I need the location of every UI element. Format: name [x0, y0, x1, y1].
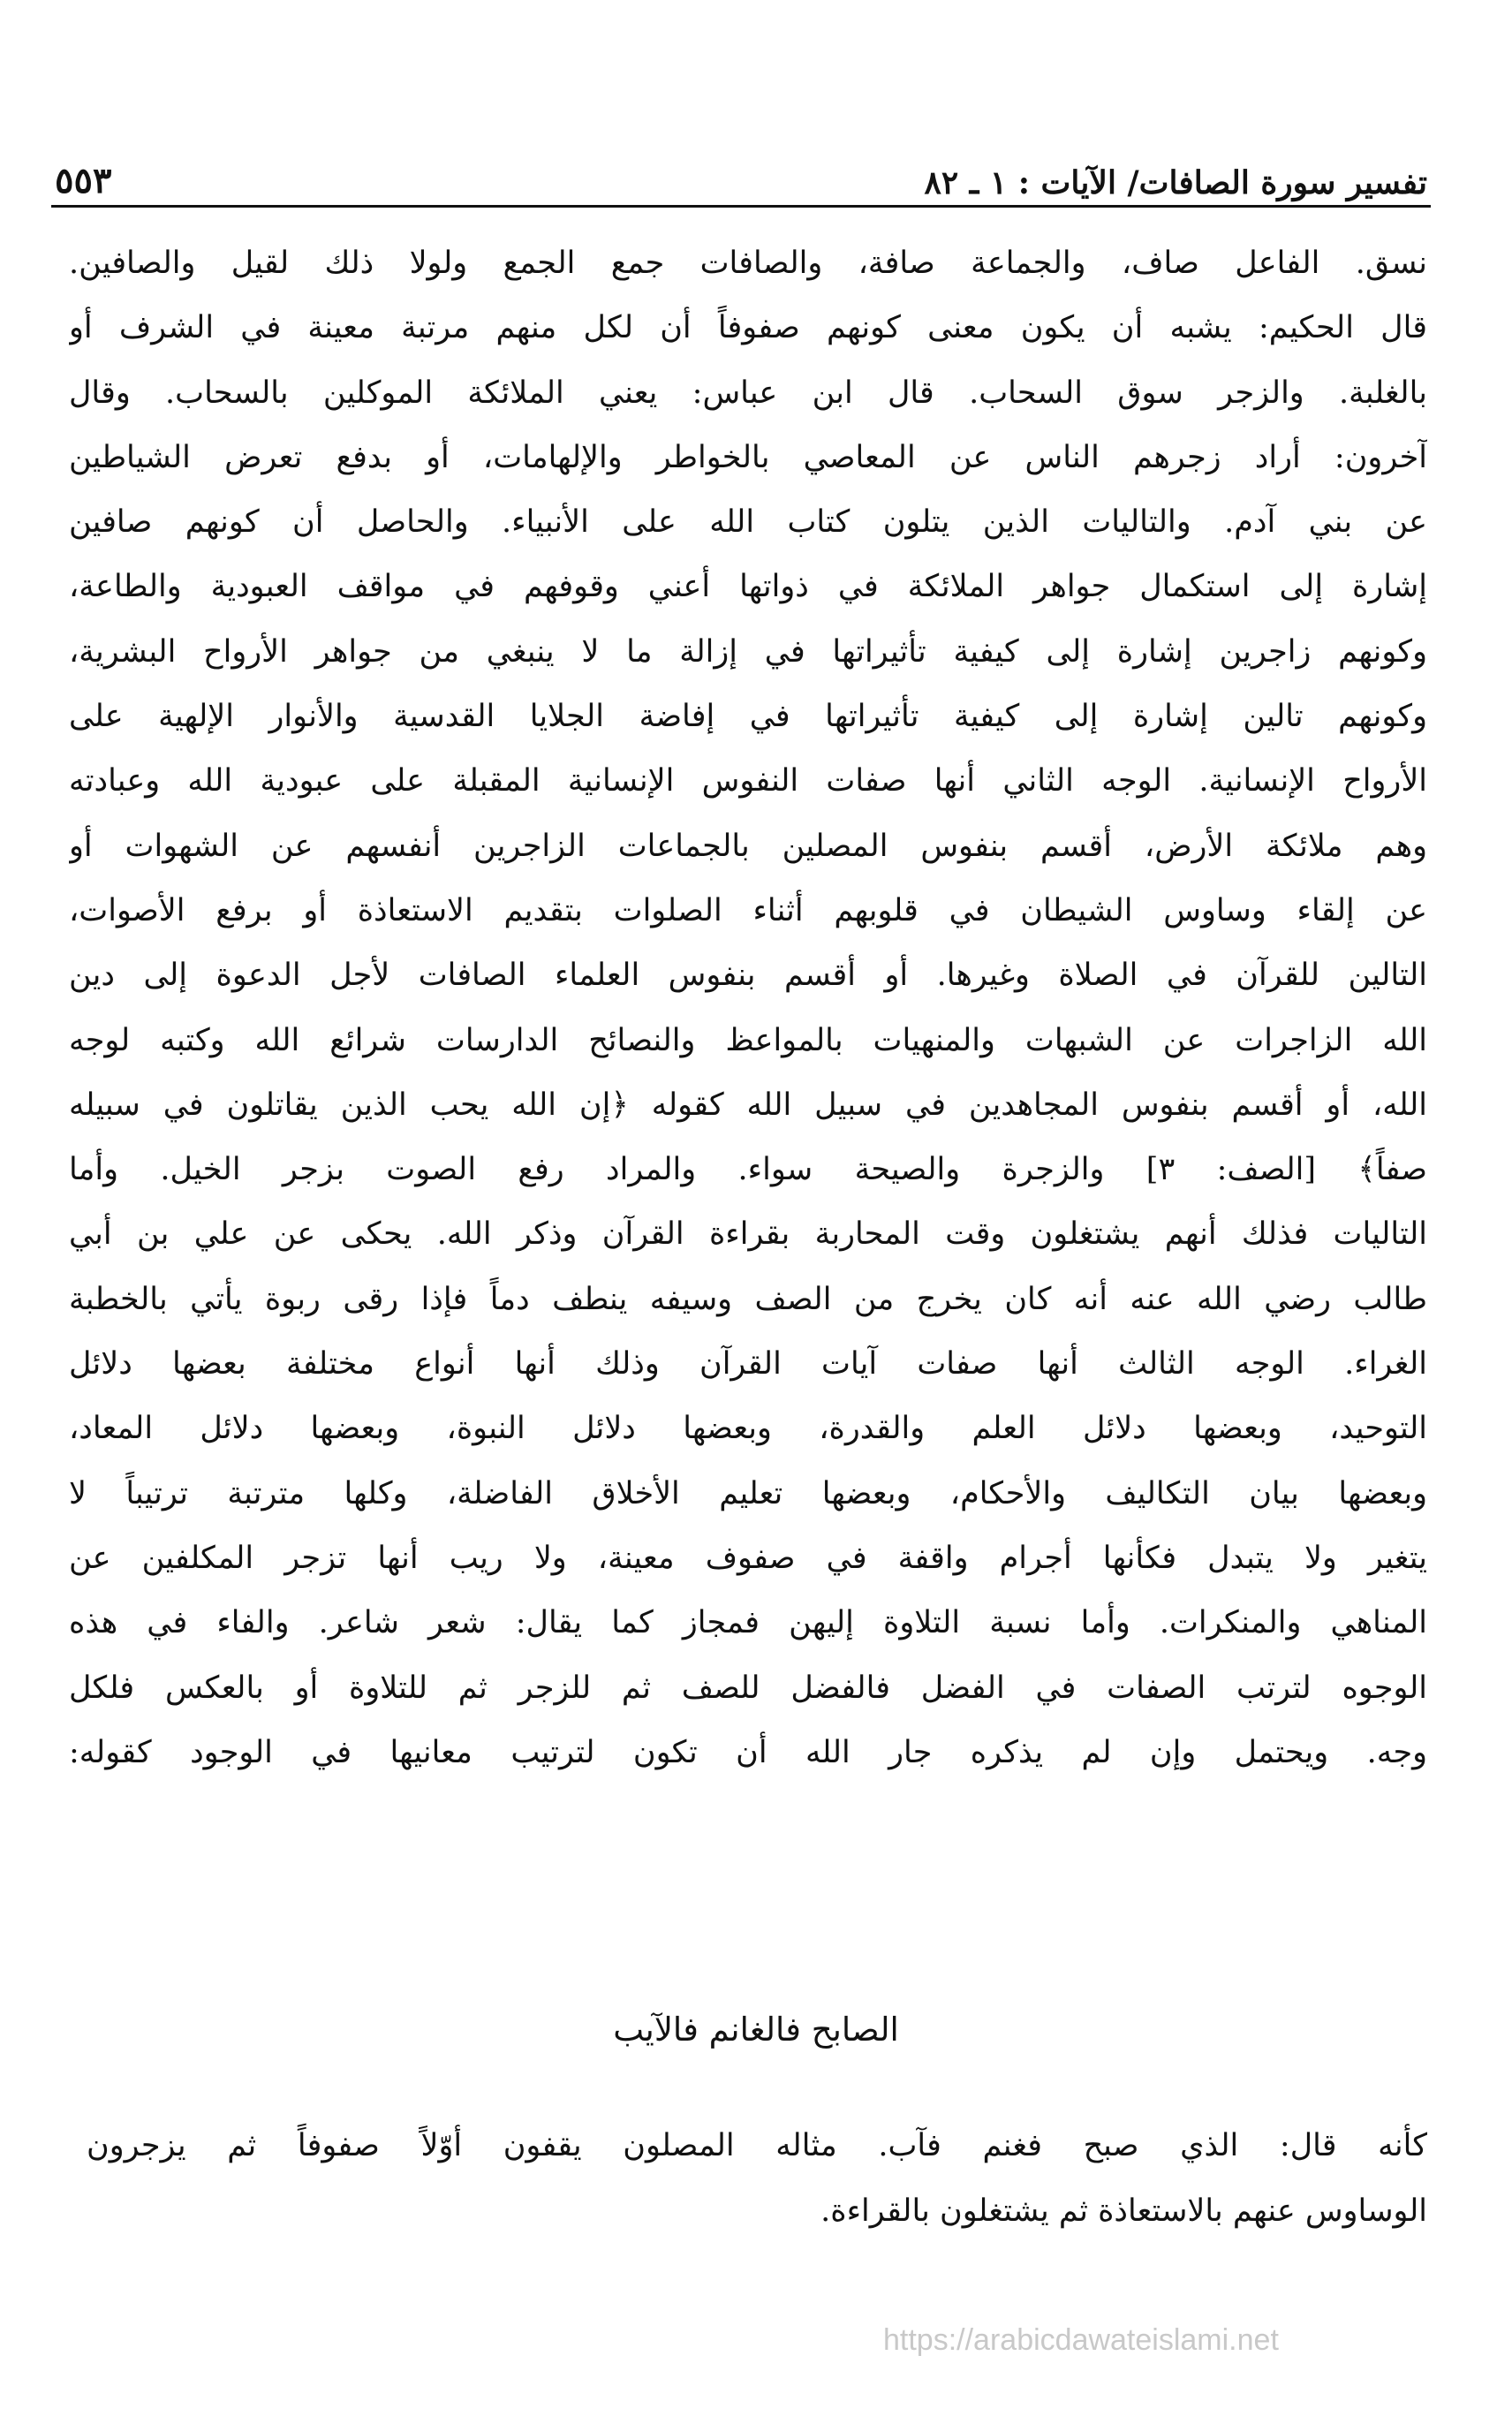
text-line: صفاً﴾ [الصف: ٣] والزجرة والصيحة سواء. والمراد رفع الصوت بزجر الخيل. وأما: [69, 1152, 1427, 1188]
closing-paragraph: [87, 2113, 1427, 2244]
text-line: إشارة إلى استكمال جواهر الملائكة في ذواتها أعني وقوفهم في مواقف العبودية والطاعة،: [69, 569, 1427, 605]
text-line: بالغلبة. والزجر سوق السحاب. قال ابن عباس: يعني الملائكة الموكلين بالسحاب. وقال: [69, 375, 1427, 411]
text-line: نسق. الفاعل صاف، والجماعة صافة، والصافات جمع الجمع ولولا ذلك لقيل والصافين.: [69, 246, 1427, 281]
watermark-url: https://arabicdawateislami.net: [883, 2323, 1279, 2357]
text-line: يتغير ولا يتبدل فكأنها أجرام واقفة في صفوف معينة، ولا ريب أنها تزجر المكلفين عن: [69, 1540, 1427, 1576]
main-text: [69, 231, 1427, 1785]
text-line: التوحيد، وبعضها دلائل العلم والقدرة، وبعضها دلائل النبوة، وبعضها دلائل المعاد،: [69, 1411, 1427, 1447]
poetry-verse: الصابح فالغانم فالآيب: [613, 2011, 899, 2049]
text-line: التالين للقرآن في الصلاة وغيرها. أو أقسم بنفوس العلماء الصافات لأجل الدعوة إلى دين: [69, 958, 1427, 994]
text-line: وكونهم زاجرين إشارة إلى كيفية تأثيراتها في إزالة ما لا ينبغي من جواهر الأرواح البشرية،: [69, 633, 1427, 670]
text-line: وجه. ويحتمل وإن لم يذكره جار الله أن تكون لترتيب معانيها في الوجود كقوله:: [69, 1734, 1427, 1770]
text-line: قال الحكيم: يشبه أن يكون معنى كونهم صفوفاً أن لكل منهم مرتبة معينة في الشرف أو: [69, 310, 1427, 346]
running-title: تفسير سورة الصافات/ الآيات : ١ ـ ٨٢: [924, 164, 1427, 201]
text-line: الأرواح الإنسانية. الوجه الثاني أنها صفات النفوس الإنسانية المقبلة على عبودية الله وعبادته: [69, 763, 1427, 799]
page-header: [55, 140, 1427, 201]
text-line: الوساوس عنهم بالاستعاذة ثم يشتغلون بالقراءة.: [820, 2193, 1427, 2229]
header-divider: [51, 205, 1431, 208]
text-line: عن إلقاء وساوس الشيطان في قلوبهم أثناء الصلوات بتقديم الاستعاذة أو برفع الأصوات،: [69, 892, 1427, 928]
text-line: وبعضها بيان التكاليف والأحكام، وبعضها تعليم الأخلاق الفاضلة، وكلها مترتبة ترتيباً لا: [69, 1475, 1427, 1511]
text-line: طالب رضي الله عنه أنه كان يخرج من الصف وسيفه ينطف دماً فإذا رقى ربوة يأتي بالخطبة: [69, 1281, 1427, 1317]
text-line: الغراء. الوجه الثالث أنها صفات آيات القرآن وذلك أنها أنواع مختلفة بعضها دلائل: [69, 1346, 1427, 1382]
text-line: كأنه قال: الذي صبح فغنم فآب. مثاله المصلون يقفون أوّلاً صفوفاً ثم يزجرون: [87, 2128, 1427, 2163]
text-line: الله، أو أقسم بنفوس المجاهدين في سبيل الله كقوله ﴿إن الله يحب الذين يقاتلون في سبيله: [69, 1087, 1427, 1123]
text-line: الوجوه لترتب الصفات في الفضل فالفضل للصف ثم للزجر ثم للتلاوة أو بالعكس فلكل: [69, 1670, 1427, 1706]
text-line: عن بني آدم. والتاليات الذين يتلون كتاب الله على الأنبياء. والحاصل أن كونهم صافين: [69, 504, 1427, 541]
page-number: ٥٥٣: [55, 160, 112, 201]
text-line: الله الزاجرات عن الشبهات والمنهيات بالمواعظ والنصائح الدارسات شرائع الله وكتبه لوجه: [69, 1022, 1427, 1058]
text-line: آخرون: أراد زجرهم الناس عن المعاصي بالخواطر والإلهامات، أو بدفع تعرض الشياطين: [69, 439, 1427, 475]
text-line: وكونهم تالين إشارة إلى كيفية تأثيراتها في إفاضة الجلايا القدسية والأنوار الإلهية على: [69, 699, 1427, 735]
text-line: المناهي والمنكرات. وأما نسبة التلاوة إليهن فمجاز كما يقال: شعر شاعر. والفاء في هذه: [69, 1605, 1427, 1641]
text-line: وهم ملائكة الأرض، أقسم بنفوس المصلين بالجماعات الزاجرين أنفسهم عن الشهوات أو: [69, 828, 1427, 864]
text-line: التاليات فذلك أنهم يشتغلون وقت المحاربة بقراءة القرآن وذكر الله. يحكى عن علي بن أبي: [69, 1216, 1427, 1253]
